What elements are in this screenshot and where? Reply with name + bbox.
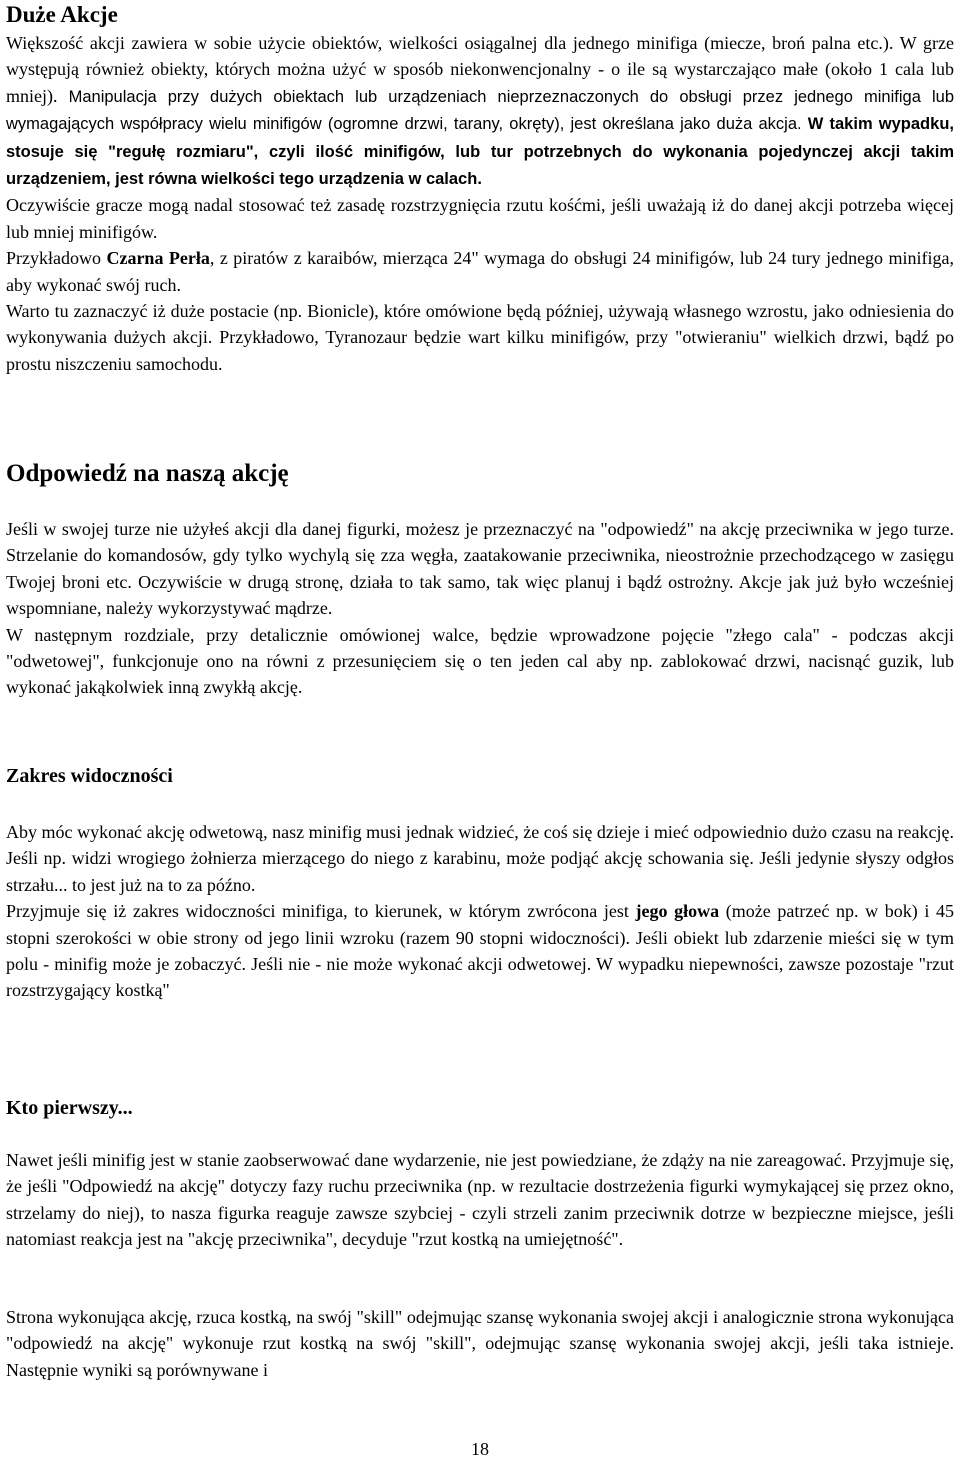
- section-odpowiedz-body: [6, 516, 954, 701]
- paragraph: [6, 30, 954, 192]
- paragraph: [6, 898, 954, 1004]
- text-run-sans: Manipulacja przy dużych obiektach lub urządzeniach nieprzeznaczonych do obsługi przez jednego minifiga lub wymagających współpracy wielu minifigów (ogromne drzwi, tarany, okręty), jest określana jako duża akcja.: [6, 87, 954, 134]
- text-run-bold: W takim wypadku, stosuje się "regułę rozmiaru", czyli ilość minifigów, lub tur potrzebnych do wykonania pojedynczej akcji takim urządzeniem, jest równa wielkości tego urządzenia w calach.: [6, 115, 954, 189]
- page-number: 18: [471, 1439, 489, 1459]
- paragraph: [6, 245, 954, 298]
- section-kto-pierwszy-body: [6, 1147, 954, 1253]
- text-run: (może patrzeć np. w bok) i 45 stopni szerokości w obie strony od jego linii wzroku (razem 90 stopni widoczności). Jeśli obiekt lub zdarzenie mieści się w tym polu - minifig może je zobaczyć. Jeśli nie - nie może wykonać akcji odwetowej. W wypadku niepewności, zawsze pozostaje "rzut rozstrzygający kostką": [6, 901, 955, 1001]
- text-run-bold: jego głowa: [635, 901, 720, 922]
- text-run-bold: Czarna Perła: [106, 248, 210, 269]
- text-run: Przyjmuje się iż zakres widoczności minifiga, to kierunek, w którym zwrócona jest: [6, 901, 636, 922]
- section-kto-pierwszy-body-2: [6, 1304, 954, 1383]
- heading-kto-pierwszy: Kto pierwszy...: [6, 1097, 133, 1119]
- text-run: Przykładowo: [6, 248, 107, 269]
- text-run: , z piratów z karaibów, mierząca 24" wymaga do obsługi 24 minifigów, lub 24 tury jednego minifiga, aby wykonać swój ruch.: [6, 248, 954, 295]
- heading-odpowiedz: Odpowiedź na naszą akcję: [6, 460, 289, 487]
- paragraph: Strona wykonująca akcję, rzuca kostką, na swój "skill" odejmując szansę wykonania swojej akcji i analogicznie strona wykonująca "odpowiedź na akcję" wykonuje rzut kostką na swój "skill", odejmując szansę wykonania swojej akcji, jeśli taka istnieje. Następnie wyniki są porównywane i: [6, 1307, 954, 1380]
- paragraph: W następnym rozdziale, przy detalicznie omówionej walce, będzie wprowadzone pojęcie "złego cala" - podczas akcji "odwetowej", funkcjonuje ono na równi z przesunięciem się o ten jeden cal aby np. zablokować drzwi, nacisnąć guzik, lub wykonać jakąkolwiek inną zwykłą akcję.: [6, 624, 954, 698]
- paragraph: Jeśli w swojej turze nie użyłeś akcji dla danej figurki, możesz je przeznaczyć na "odpowiedź" na akcję przeciwnika w jego turze. Strzelanie do komandosów, gdy tylko wychylą się zza węgła, zaatakowanie przeciwnika, nieostrożnie przechodzącego w zasięgu Twojej broni etc. Oczywiście w drugą stronę, działa to tak samo, tak więc planuj i bądź ostrożny. Akcje jak już było wcześniej wspomniane, należy wykorzystywać mądrze.: [6, 519, 954, 619]
- section-duze-akcje-body: [6, 30, 954, 377]
- section-zakres-widocznosci-body: [6, 819, 954, 1004]
- paragraph: Aby móc wykonać akcję odwetową, nasz minifig musi jednak widzieć, że coś się dzieje i mieć odpowiednio dużo czasu na reakcję. Jeśli np. widzi wrogiego żołnierza mierzącego do niego z karabinu, może podjąć akcję schowania się. Jeśli jedynie słyszy odgłos strzału... to jest już na to za późno.: [6, 822, 954, 895]
- text-run: Większość akcji zawiera w sobie użycie obiektów, wielkości osiągalnej dla jednego minifiga (miecze, broń palna etc.). W grze występują również obiekty, których można użyć w sposób niekonwencjonalny - o ile są wystarczająco małe (około 1 cala lub mniej).: [6, 33, 954, 106]
- paragraph: Oczywiście gracze mogą nadal stosować też zasadę rozstrzygnięcia rzutu kośćmi, jeśli uważają iż do danej akcji potrzeba więcej lub mniej minifigów.: [6, 195, 954, 242]
- heading-duze-akcje: Duże Akcje: [6, 2, 118, 27]
- heading-zakres-widocznosci: Zakres widoczności: [6, 765, 173, 787]
- paragraph: Warto tu zaznaczyć iż duże postacie (np. Bionicle), które omówione będą później, używają własnego wzrostu, jako odniesienia do wykonywania dużych akcji. Przykładowo, Tyranozaur będzie wart kilku minifigów, przy "otwieraniu" wielkich drzwi, bądź po prostu niszczeniu samochodu.: [6, 301, 954, 374]
- paragraph: Nawet jeśli minifig jest w stanie zaobserwować dane wydarzenie, nie jest powiedziane, że zdąży na nie zareagować. Przyjmuje się, że jeśli "Odpowiedź na akcję" dotyczy fazy ruchu przeciwnika (np. w rezultacie dostrzeżenia figurki wymykającej się przez okno, strzelamy do niej), to nasza figurka reaguje zawsze szybciej - czyli strzeli zanim przeciwnik dotrze w bezpieczne miejsce, jeśli natomiast reakcja jest na "akcję przeciwnika", decyduje "rzut kostką na umiejętność".: [6, 1150, 954, 1250]
